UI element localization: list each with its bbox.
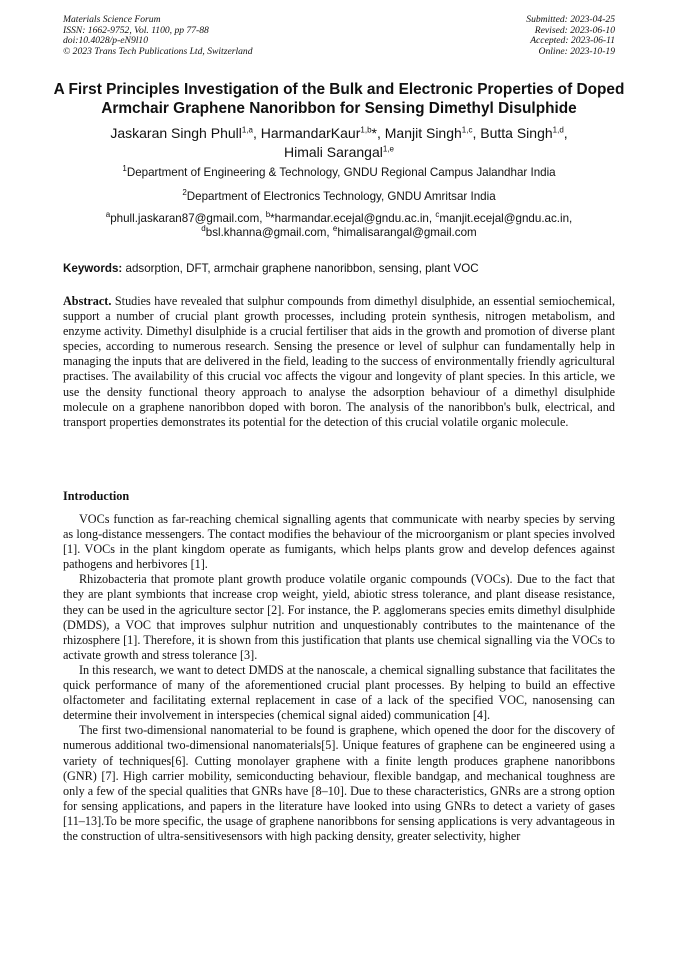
abstract-text: Studies have revealed that sulphur compounds from dimethyl disulphide, an essential semiochemical, support a number of crucial plant growth processes, including protein synthesis, nitrogen metabolism, and enzyme activity. Dimethyl disulphide is a crucial fertiliser that aids in the growth and promotion of diverse plant species, according to numerous research. Sensing the presence or level of sulphur can fundamentally help in managing the inputs that are delivered in the field, leading to the success of environmentally friendly agricultural practises. The availability of this crucial voc affects the vigour and longevity of plant species. In this article, we use the density functional theory approach to analyse the adsorption behaviour of a dimethyl disulphide molecule on a graphene nanoribbon doped with boron. The analysis of the nanoribbon's bulk, electrical, and transport properties demonstrates its potential for the detection of this crucial volatile organic molecule. xyxy=(63,294,615,429)
author: Manjit Singh$^{1,c}$, xyxy=(384,125,481,141)
publication-dates xyxy=(526,15,615,57)
affiliation-1: $^1$Department of Engineering & Technology, GNDU Regional Campus Jalandhar India xyxy=(122,164,556,179)
keywords-label: Keywords: xyxy=(63,262,123,275)
paragraph: In this research, we want to detect DMDS at the nanoscale, a chemical signalling substance that facilitates the quick performance of many of the aforementioned crucial plant processes. By helping to build an effective olfactometer and facilitating external replacement in case of a lack of the specified VOC, nanosensing can determine their involvement in interspecies (chemical signal aided) communication [4]. xyxy=(63,662,615,723)
paragraph: Rhizobacteria that promote plant growth produce volatile organic compounds (VOCs). Due to the fact that they are plant symbionts that increase crop weight, yield, abiotic stress tolerance, and plant disease resistance, they can be used in the agriculture sector [2]. For instance, the P. agglomerans species emits dimethyl disulphide (DMDS), a VOC that improves sulphur nutrition and unquestionably contributes to the maintenance of the rhizosphere [1]. Therefore, it is shown from this justification that plants use chemical signalling via the VOCs to activate growth and stress tolerance [3]. xyxy=(63,572,615,662)
author-list xyxy=(40,124,638,162)
author-emails xyxy=(40,212,638,240)
author: HarmandarKaur$^{1,b}$*, xyxy=(260,125,385,141)
author: Jaskaran Singh Phull$^{1,a}$, xyxy=(110,125,261,141)
paragraph: The first two-dimensional nanomaterial to be found is graphene, which opened the door for the discovery of numerous additional two-dimensional nanomaterials[5]. Unique features of graphene can be engineered using a variety of techniques[6]. Cutting monolayer graphene with a finite length produces graphene nanoribbons (GNR) [7]. High carrier mobility, semiconducting behaviour, flexible bandgap, and mechanical toughness are only a few of the special qualities that GNRs have [8–10]. Due to these characteristics, GNRs are a strong option for sensing applications, and papers in the literature have looked into using GNRs to detect a variety of gases [11–13].To be more specific, the usage of graphene nanoribbons for sensing applications is very advantageous in the construction of ultra-sensitivesensors with high packing density, greater selectivity, higher xyxy=(63,723,615,843)
email-c: $^c$manjit.ecejal@gndu.ac.in, xyxy=(435,210,573,225)
journal-name: Materials Science Forum xyxy=(63,14,161,25)
email-d: $^d$bsl.khanna@gmail.com, xyxy=(201,224,333,239)
keywords-text: adsorption, DFT, armchair graphene nanoribbon, sensing, plant VOC xyxy=(122,262,479,275)
accepted-date: Accepted: 2023-06-11 xyxy=(530,35,615,47)
abstract xyxy=(63,294,615,430)
journal-info xyxy=(63,15,253,57)
keywords xyxy=(63,262,615,276)
author: Butta Singh$^{1,d}$, xyxy=(480,125,568,141)
email-b: $^b$*harmandar.ecejal@gndu.ac.in, xyxy=(265,210,436,225)
submitted-date: Submitted: 2023-04-25 xyxy=(526,14,615,25)
paragraph: VOCs function as far-reaching chemical signalling agents that communicate with nearby species by serving as long-distance messengers. The contact modifies the behaviour of the microorganism or plant species involved [1]. VOCs in the plant kingdom operate as fumigants, which helps plants grow and develop defences against pathogens and herbivores [1]. xyxy=(63,512,615,572)
email-a: $^a$phull.jaskaran87@gmail.com, xyxy=(105,210,266,225)
affiliation-2: $^2$Department of Electronics Technology, GNDU Amritsar India xyxy=(182,188,496,203)
doi-line: doi:10.4028/p-eN9l10 xyxy=(63,35,149,47)
abstract-label: Abstract. xyxy=(63,294,112,308)
copyright-line: © 2023 Trans Tech Publications Ltd, Switzerland xyxy=(63,45,253,57)
revised-date: Revised: 2023-06-10 xyxy=(534,24,615,36)
issn-line: ISSN: 1662-9752, Vol. 1100, pp 77-88 xyxy=(63,24,209,36)
introduction-body xyxy=(63,512,615,844)
email-e: $^e$himalisarangal@gmail.com xyxy=(332,224,477,239)
paper-title: A First Principles Investigation of the Bulk and Electronic Properties of Doped Armchair Graphene Nanoribbon for Sensing Dimethyl Disulphide xyxy=(53,81,625,117)
section-heading-introduction: Introduction xyxy=(63,489,130,503)
online-date: Online: 2023-10-19 xyxy=(538,45,615,57)
author: Himali Sarangal$^{1,e}$ xyxy=(284,144,394,160)
